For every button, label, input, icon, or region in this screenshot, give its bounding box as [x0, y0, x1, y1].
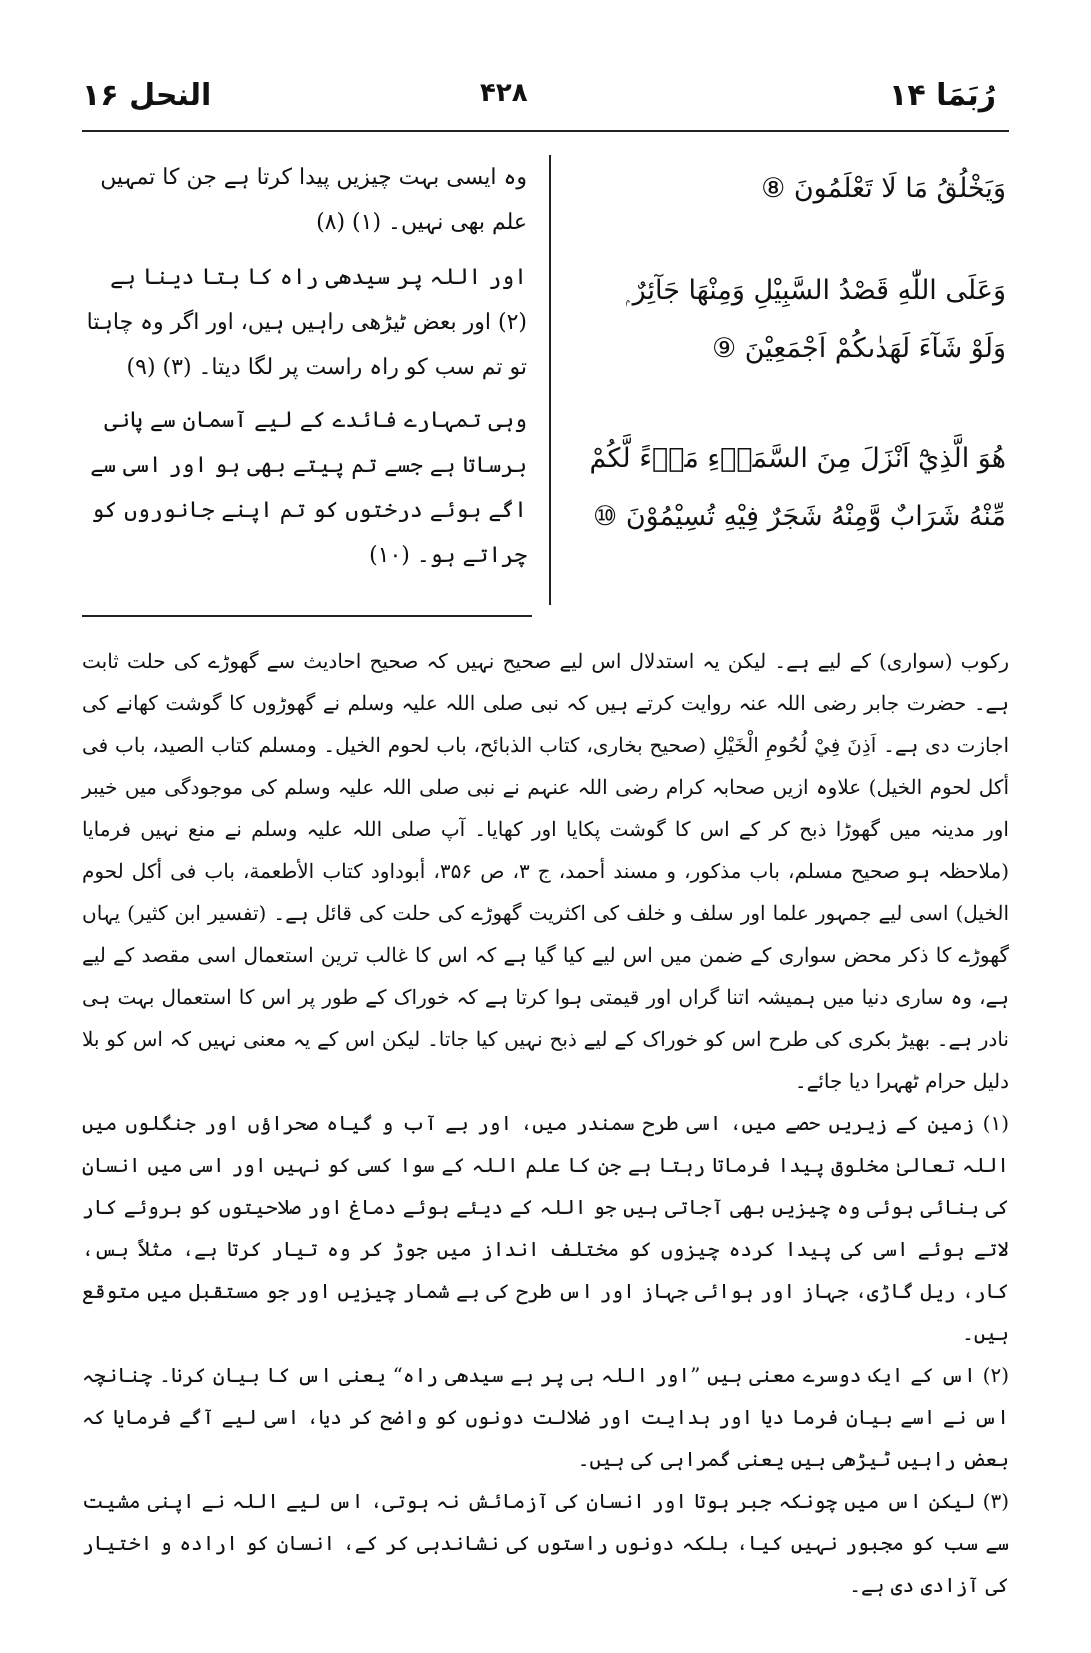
urdu-translation-10: وہی تمہارے فائدے کے لیے آسمان سے پانی برساتا ہے جسے تم پیتے بھی ہو اور اسی سے اگے ہوئے درختوں کو تم اپنے جانوروں کو چراتے ہو۔ (۱۰): [90, 408, 527, 568]
footnote-rule: [82, 615, 532, 617]
footnote-continuation: رکوب (سواری) کے لیے ہے۔ لیکن یہ استدلال اس لیے صحیح نہیں کہ صحیح احادیث سے گھوڑے کی حلت ثابت ہے۔ حضرت جابر رضی اللہ عنہ روایت کرتے ہیں کہ نبی صلی اللہ علیہ وسلم نے گھوڑوں کا گوشت کھانے کی اجازت دی ہے۔ اَذِنَ فِيْ لُحُومِ الْخَيْلِ (صحیح بخاری، کتاب الذبائح، باب لحوم الخیل۔ ومسلم کتاب الصید، باب فی أکل لحوم الخیل) علاوہ ازیں صحابہ کرام رضی اللہ عنہم نے نبی صلی اللہ علیہ وسلم کی موجودگی میں خیبر اور مدینہ میں گھوڑا ذبح کر کے اس کا گوشت پکایا اور کھایا۔ آپ صلی اللہ علیہ وسلم نے منع نہیں فرمایا (ملاحظہ ہو صحیح مسلم، باب مذکور، و مسند أحمد، ج ۳، ص ۳۵۶، أبوداود کتاب الأطعمة، باب فی أکل لحوم الخیل) اسی لیے جمہور علما اور سلف و خلف کی اکثریت گھوڑے کی حلت کی قائل ہے۔ (تفسیر ابن کثیر) یہاں گھوڑے کا ذکر محض سواری کے ضمن میں اس لیے کیا گیا ہے کہ اس کا غالب ترین استعمال اسی مقصد کے لیے ہے، وہ ساری دنیا میں ہمیشہ اتنا گراں اور قیمتی ہوا کرتا ہے کہ خوراک کے طور پر اس کا استعمال بہت ہی نادر ہے۔ بھیڑ بکری کی طرح اس کو خوراک کے لیے ذبح نہیں کیا جاتا۔ لیکن اس کے یہ معنی نہیں کہ اس کو بلا دلیل حرام ٹھہرا دیا جائے۔: [82, 649, 1009, 1093]
header-rule: [82, 130, 1009, 132]
surah-juz-header: رُبَمَا ۱۴: [889, 78, 996, 113]
urdu-translation-9: اور اللہ پر سیدھی راہ کا بتا دینا ہے (۲) اور بعض ٹیڑھی راہیں ہیں، اور اگر وہ چاہتا تو تم سب کو راہ راست پر لگا دیتا۔ (۳) (۹): [86, 265, 527, 380]
footnote-1: (۱) زمین کے زیریں حصے میں، اسی طرح سمندر میں، اور بے آب و گیاہ صحراؤں اور جنگلوں میں اللہ تعالیٰ مخلوق پیدا فرماتا رہتا ہے جن کا علم اللہ کے سوا کسی کو نہیں اور اسی میں انسان کی بنائی ہوئی وہ چیزیں بھی آجاتی ہیں جو اللہ کے دیئے ہوئے دماغ اور صلاحیتوں کو بروئے کار لاتے ہوئے اسی کی پیدا کردہ چیزوں کو مختلف انداز میں جوڑ کر وہ تیار کرتا ہے، مثلاً بس، کار، ریل گاڑی، جہاز اور ہوائی جہاز اور اس طرح کی بے شمار چیزیں اور جو مستقبل میں متوقع ہیں۔: [82, 1111, 1009, 1345]
arabic-verse-8: وَيَخْلُقُ مَا لَا تَعْلَمُونَ ⑧: [761, 173, 1006, 204]
column-divider: [549, 155, 551, 605]
footnote-2: (۲) اس کے ایک دوسرے معنی ہیں ”اور اللہ ہی پر ہے سیدھی راہ“ یعنی اس کا بیان کرنا۔ چنانچہ اس نے اسے بیان فرما دیا اور ہدایت اور ضلالت دونوں کو واضح کر دیا، اسی لیے آگے فرمایا کہ بعض راہیں ٹیڑھی ہیں یعنی گمراہی کی ہیں۔: [82, 1363, 1009, 1471]
arabic-verse-9: وَعَلَى اللّٰهِ قَصْدُ السَّبِيْلِ وَمِنْهَا جَآئِرٌ ۭ وَلَوْ شَآءَ لَهَدٰىكُمْ اَجْمَعِيْنَ ⑨: [625, 275, 1006, 364]
surah-name-header: النحل ۱۶: [82, 78, 212, 113]
footnote-3: (۳) لیکن اس میں چونکہ جبر ہوتا اور انسان کی آزمائش نہ ہوتی، اس لیے اللہ نے اپنی مشیت سے سب کو مجبور نہیں کیا، بلکہ دونوں راستوں کی نشاندہی کر کے، انسان کو ارادہ و اختیار کی آزادی دی ہے۔: [82, 1489, 1009, 1597]
page-number: ۴۲۸: [480, 78, 528, 108]
arabic-verse-10: هُوَ الَّذِيْٓ اَنْزَلَ مِنَ السَّمَاۗءِ مَاۗءً لَّكُمْ مِّنْهُ شَرَابٌ وَّمِنْهُ شَجَرٌ فِيْهِ تُسِيْمُوْنَ ⑩: [589, 443, 1006, 532]
urdu-translation-8: وہ ایسی بہت چیزیں پیدا کرتا ہے جن کا تمہیں علم بھی نہیں۔ (۱) (۸): [100, 165, 527, 235]
footnotes: [82, 640, 1009, 1606]
